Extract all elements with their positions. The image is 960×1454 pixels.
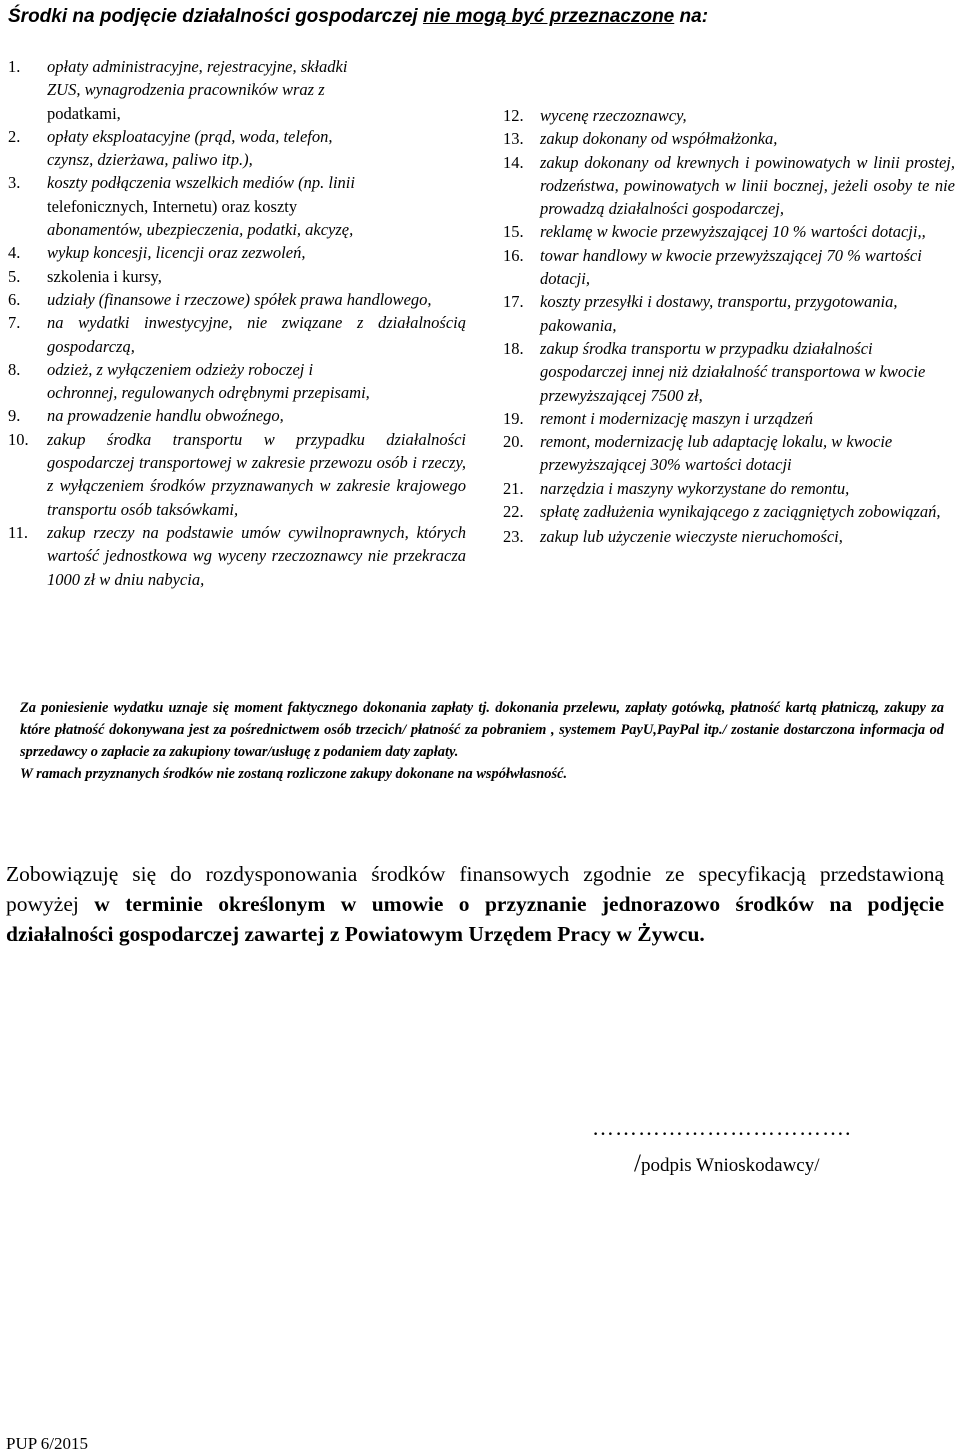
item-number: 13.: [503, 129, 524, 149]
item-number: 19.: [503, 408, 524, 428]
list-item: [8, 428, 466, 521]
item-line: podatkami,: [47, 103, 121, 123]
item-number: 1.: [8, 57, 21, 76]
item-number: 22.: [503, 502, 524, 522]
item-number: 4.: [8, 243, 21, 263]
list-item: [8, 311, 466, 358]
item-text: narzędzia i maszyny wykorzystane do remontu,: [540, 478, 850, 498]
list-item: [503, 477, 955, 500]
item-line: odzież, z wyłączeniem odzieży roboczej i: [47, 359, 314, 379]
declaration-statement: [6, 859, 944, 949]
item-number: 15.: [503, 222, 524, 242]
item-text: zakup rzeczy na podstawie umów cywilnoprawnych, których wartość jednostkowa wg wyceny rzeczoznawcy nie przekracza 1000 zł w dniu nabycia,: [47, 522, 466, 589]
list-item: [503, 430, 955, 477]
item-number: 12.: [503, 106, 524, 125]
co-ownership-note: W ramach przyznanych środków nie zostaną rozliczone zakupy dokonane na współwłasność.: [20, 766, 568, 782]
item-number: 10.: [8, 429, 29, 449]
item-number: 2.: [8, 126, 21, 146]
item-line: czynsz, dzierżawa, paliwo itp.),: [47, 150, 253, 170]
list-item: [503, 127, 955, 150]
item-line: ZUS, wynagrodzenia pracowników wraz z: [47, 80, 325, 100]
list-item: [503, 500, 955, 523]
excluded-expenses-list-right: [503, 104, 955, 549]
item-number: 21.: [503, 478, 524, 498]
signature-label-text: podpis Wnioskodawcy/: [640, 1155, 820, 1176]
title-suffix: na:: [674, 6, 709, 27]
item-text: koszty przesyłki i dostawy, transportu, przygotowania, pakowania,: [540, 292, 898, 335]
item-number: 3.: [8, 173, 21, 193]
item-line: ochronnej, regulowanych odrębnymi przepisami,: [47, 383, 370, 403]
item-text: remont i modernizację maszyn i urządzeń: [540, 408, 813, 428]
item-text: na prowadzenie handlu obwoźnego,: [47, 406, 284, 426]
item-text: towar handlowy w kwocie przewyższającej 70 % wartości dotacji,: [540, 245, 922, 289]
item-line: telefonicznych, Internetu) oraz koszty: [47, 196, 298, 216]
item-text: [47, 125, 466, 172]
item-number: 17.: [503, 292, 524, 312]
item-number: 8.: [8, 359, 21, 379]
list-item: [8, 171, 466, 241]
signature-label: [634, 1150, 820, 1178]
signature-line: …………………………….: [592, 1115, 852, 1140]
item-number: 9.: [8, 406, 21, 426]
item-number: 6.: [8, 289, 21, 309]
list-item: [8, 288, 466, 311]
list-item: [8, 265, 466, 288]
list-item: [503, 151, 955, 221]
list-item: [8, 241, 466, 264]
item-text: reklamę w kwocie przewyższającej 10 % wartości dotacji,,: [540, 222, 926, 242]
item-text: remont, modernizację lub adaptację lokalu, w kwocie przewyższającej 30% wartości dotacji: [540, 432, 893, 475]
item-text: zakup lub użyczenie wieczyste nieruchomości,: [540, 527, 843, 547]
item-line: abonamentów, ubezpieczenia, podatki, akcyzę,: [47, 220, 354, 240]
title-underlined: nie mogą być przeznaczone: [422, 6, 675, 27]
item-number: 11.: [8, 522, 29, 542]
declaration-plain-text: Zobowiązuję się do rozdysponowania środków finansowych zgodnie ze specyfikacją przedstawioną powyżej: [6, 862, 944, 916]
list-item: [503, 407, 955, 430]
item-line: opłaty eksploatacyjne (prąd, woda, telefon,: [47, 126, 333, 146]
item-text: zakup środka transportu w przypadku działalności gospodarczej innej niż działalność transportowa w kwocie przewyższającej 7500 zł,: [540, 338, 926, 405]
item-number: 18.: [503, 338, 524, 358]
item-text: wycenę rzeczoznawcy,: [540, 106, 687, 125]
list-item: [8, 521, 466, 591]
title-prefix: Środki na podjęcie działalności gospodarczej: [8, 6, 423, 27]
form-code: PUP 6/2015: [6, 1434, 89, 1453]
item-text: spłatę zadłużenia wynikającego z zaciągniętych zobowiązań,: [540, 502, 941, 522]
item-number: 23.: [503, 527, 524, 547]
item-number: 5.: [8, 266, 21, 286]
item-text: zakup dokonany od współmałżonka,: [540, 129, 778, 149]
item-text: wykup koncesji, licencji oraz zezwoleń,: [47, 243, 306, 263]
item-line: opłaty administracyjne, rejestracyjne, składki: [47, 57, 348, 76]
item-text: zakup środka transportu w przypadku działalności gospodarczej transportowej w zakresie przewozu osób i rzeczy, z wyłączeniem środków przyznawanych w zakresie krajowego transportu osób taksówkami,: [47, 429, 466, 519]
payment-note-paragraph: Za poniesienie wydatku uznaje się moment faktycznego dokonania zapłaty tj. dokonania przelewu, zapłaty gotówką, płatność kartą płatniczą, zakupy za które płatność dokonywana jest za pośrednictwem osób trzecich/ płatność za pobraniem , systemem PayU,PayPal itp./ zostanie dostarczona informacja od sprzedawcy o zapłacie za zakupiony towar/usługę z podaniem daty zapłaty.: [20, 700, 944, 760]
list-item: [503, 337, 955, 407]
list-item: [8, 125, 466, 172]
list-item: [8, 358, 466, 405]
item-text: szkolenia i kursy,: [47, 266, 162, 286]
list-item: [503, 244, 955, 291]
list-item: [8, 404, 466, 427]
page-title: [8, 6, 708, 28]
excluded-expenses-list-left: [8, 55, 466, 591]
list-item: [503, 104, 955, 127]
signature-slash: /: [634, 1150, 641, 1177]
item-text: [47, 358, 466, 405]
declaration-bold-text: w terminie określonym w umowie o przyznanie jednorazowo środków na podjęcie działalności gospodarczej zawartej z Powiatowym Urzędem Pracy w Żywcu.: [6, 892, 944, 946]
item-text: zakup dokonany od krewnych i powinowatych w linii prostej, rodzeństwa, powinowatych w linii bocznej, jeżeli osoby te nie prowadzą działalności gospodarczej,: [540, 152, 955, 219]
item-number: 20.: [503, 432, 524, 452]
payment-note: [20, 697, 944, 785]
item-text: [47, 171, 466, 241]
list-item: [503, 220, 955, 243]
item-text: udziały (finansowe i rzeczowe) spółek prawa handlowego,: [47, 289, 432, 309]
item-line: koszty podłączenia wszelkich mediów (np. linii: [47, 173, 355, 193]
item-number: 14.: [503, 152, 524, 172]
list-item: [503, 290, 955, 337]
item-text: [47, 55, 466, 125]
item-text: na wydatki inwestycyjne, nie związane z działalnością gospodarczą,: [47, 313, 466, 356]
item-number: 7.: [8, 313, 21, 333]
item-number: 16.: [503, 245, 524, 265]
list-item: [8, 55, 466, 125]
list-item: [503, 525, 955, 548]
